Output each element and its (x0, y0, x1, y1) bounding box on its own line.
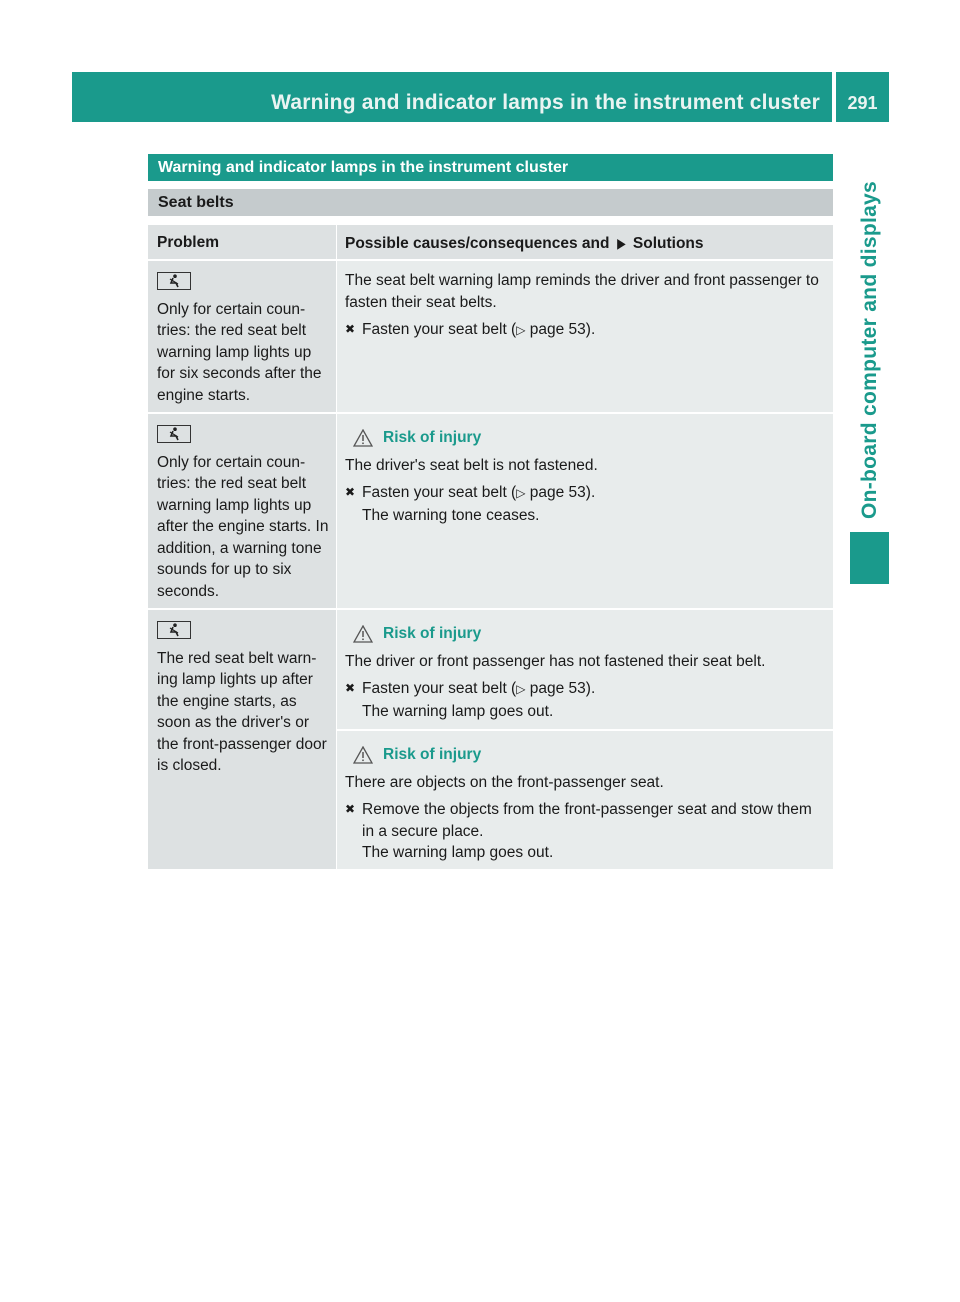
warning-heading (345, 427, 827, 449)
seatbelt-warning-icon (157, 272, 191, 290)
warning-heading (345, 744, 827, 766)
column-header-solutions-text: Solutions (632, 235, 704, 252)
table-row (148, 259, 833, 412)
causes-cell (336, 414, 833, 608)
page-ref-triangle-icon: ▷ (516, 486, 526, 500)
section-title: Warning and indicator lamps in the instrument cluster (148, 154, 833, 181)
warning-triangle-icon (353, 746, 373, 764)
cause-text: The driver or front passenger has not fastened their seat belt. (345, 652, 766, 670)
problem-cell (148, 414, 336, 608)
seatbelt-warning-icon (157, 425, 191, 443)
step-arrow-icon: ✖ (345, 802, 356, 816)
chapter-marker-block (850, 532, 889, 584)
solution-block (337, 261, 833, 354)
running-header (72, 72, 889, 122)
causes-cell (336, 610, 833, 869)
solution-step (345, 678, 827, 722)
causes-cell (336, 261, 833, 412)
warning-title: Risk of injury (383, 429, 482, 446)
seatbelt-warning-icon (157, 621, 191, 639)
table-row (148, 412, 833, 608)
page-ref-triangle-icon: ▷ (516, 323, 526, 337)
page-ref-link[interactable]: page 53). (525, 484, 596, 501)
problem-text: Only for certain coun-tries: the red seat belt warning lamp lights up for six seconds after the engine starts. (157, 300, 322, 404)
column-header-causes-text: Possible causes/consequences and (345, 235, 610, 252)
page-ref-triangle-icon: ▷ (516, 682, 526, 696)
warning-title: Risk of injury (383, 625, 482, 642)
step-result: The warning tone ceases. (362, 506, 540, 524)
step-result: The warning lamp goes out. (362, 844, 554, 861)
solution-block (337, 610, 833, 729)
page-number: 291 (847, 93, 878, 113)
cause-text: There are objects on the front-passenger seat. (345, 773, 664, 791)
step-arrow-icon: ✖ (345, 322, 356, 336)
page-ref-link[interactable]: page 53). (525, 680, 596, 697)
solution-step (345, 482, 827, 526)
step-text: Fasten your seat belt ( (362, 484, 517, 501)
step-text: Remove the objects from the front-passenger seat and stow them in a secure place. (362, 801, 812, 840)
step-arrow-icon: ✖ (345, 681, 356, 695)
step-arrow-icon: ▶ (616, 235, 626, 251)
solution-block (337, 729, 833, 876)
warning-triangle-icon (353, 429, 373, 447)
step-text: Fasten your seat belt ( (362, 321, 517, 338)
solution-block (337, 414, 833, 538)
step-text: Fasten your seat belt ( (362, 680, 517, 697)
page-ref-link[interactable]: page 53). (525, 321, 596, 338)
solution-step (345, 799, 827, 864)
solution-step (345, 319, 827, 342)
chapter-tab-label: On-board computer and displays (858, 180, 881, 520)
step-arrow-icon: ✖ (345, 485, 356, 499)
step-result: The warning lamp goes out. (362, 702, 554, 720)
column-header-problem: Problem (157, 234, 220, 251)
warning-triangle-icon (353, 625, 373, 643)
cause-text: The seat belt warning lamp reminds the driver and front passenger to fasten their seat belts. (345, 272, 819, 311)
problem-cell (148, 610, 336, 869)
warning-heading (345, 623, 827, 645)
running-header-title: Warning and indicator lamps in the instrument cluster (271, 91, 820, 114)
subsection-title: Seat belts (148, 189, 833, 216)
warning-lamp-table (148, 225, 833, 869)
cause-text: The driver's seat belt is not fastened. (345, 456, 598, 474)
table-row (148, 608, 833, 869)
problem-cell (148, 261, 336, 412)
warning-title: Risk of injury (383, 746, 482, 763)
column-header-causes (336, 225, 833, 259)
problem-text: Only for certain coun-tries: the red seat belt warning lamp lights up after the engine starts. In addition, a warning tone sounds for up to six seconds. (157, 453, 329, 600)
problem-text: The red seat belt warn-ing lamp lights up after the engine starts, as soon as the driver's or the front-passenger door is closed. (157, 649, 327, 774)
table-header (148, 225, 833, 259)
